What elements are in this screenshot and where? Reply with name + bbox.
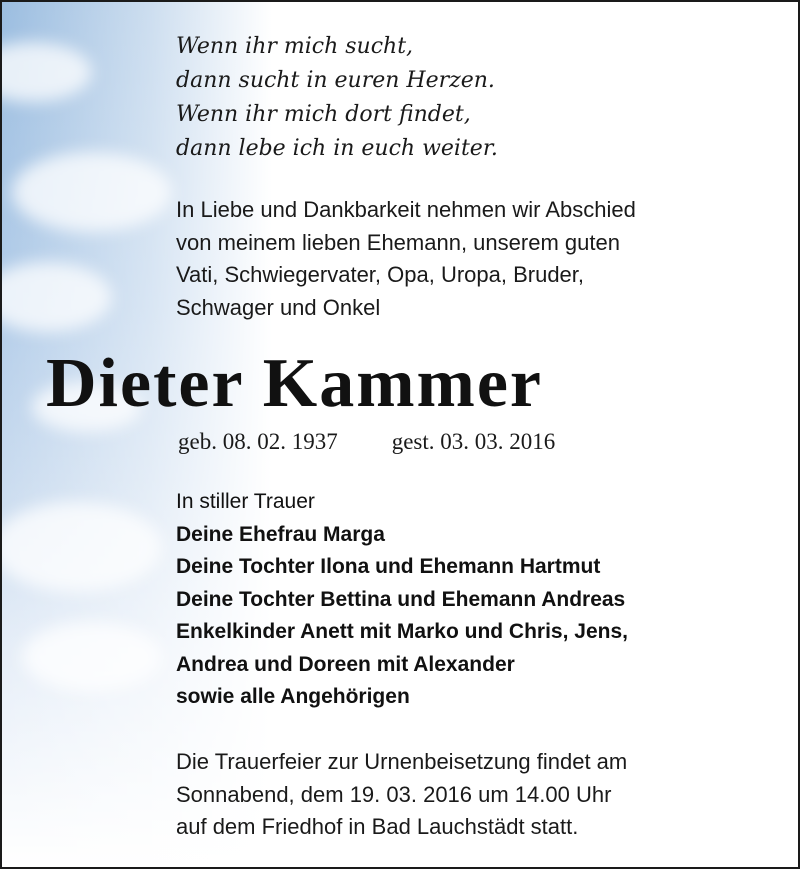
sky-cloud — [12, 152, 172, 232]
intro-line: Vati, Schwiegervater, Opa, Uropa, Bruder, — [176, 262, 585, 287]
service-line: Sonnabend, dem 19. 03. 2016 um 14.00 Uhr — [176, 781, 612, 807]
death-date: gest. 03. 03. 2016 — [391, 429, 556, 454]
mourner-line: Deine Tochter Bettina und Ehemann Andreas — [176, 587, 626, 611]
poem-line: Wenn ihr mich sucht, — [176, 34, 414, 59]
poem-line: dann sucht in euren Herzen. — [176, 68, 495, 93]
mourner-line: Deine Tochter Ilona und Ehemann Hartmut — [176, 555, 601, 578]
poem-line: dann lebe ich in euch weiter. — [176, 136, 498, 161]
funeral-service-info — [176, 746, 788, 844]
mourner-line: sowie alle Angehörigen — [176, 685, 410, 708]
mourners-list — [176, 486, 788, 714]
sky-cloud — [0, 262, 112, 332]
poem-line: Wenn ihr mich dort findet, — [176, 102, 471, 127]
service-line: auf dem Friedhof in Bad Lauchstädt statt. — [176, 814, 579, 839]
deceased-name: Dieter Kammer — [46, 345, 543, 422]
intro-line: In Liebe und Dankbarkeit nehmen wir Abschied — [176, 197, 636, 222]
intro-line: Schwager und Onkel — [176, 294, 381, 320]
farewell-intro — [176, 194, 788, 324]
sky-cloud — [0, 502, 162, 592]
service-line: Die Trauerfeier zur Urnenbeisetzung findet am — [176, 749, 628, 774]
sky-cloud — [0, 42, 92, 102]
sky-cloud — [22, 622, 162, 692]
mourner-line: Deine Ehefrau Marga — [176, 522, 385, 546]
intro-line: von meinem lieben Ehemann, unserem guten — [176, 229, 620, 255]
poem — [176, 30, 788, 166]
mourner-line: Andrea und Doreen mit Alexander — [176, 652, 515, 676]
birth-date: geb. 08. 02. 1937 — [178, 429, 338, 454]
mourner-line: Enkelkinder Anett mit Marko und Chris, Jens, — [176, 620, 628, 643]
life-dates — [178, 424, 555, 460]
mourners-lead: In stiller Trauer — [176, 490, 315, 513]
header-text — [176, 30, 788, 324]
